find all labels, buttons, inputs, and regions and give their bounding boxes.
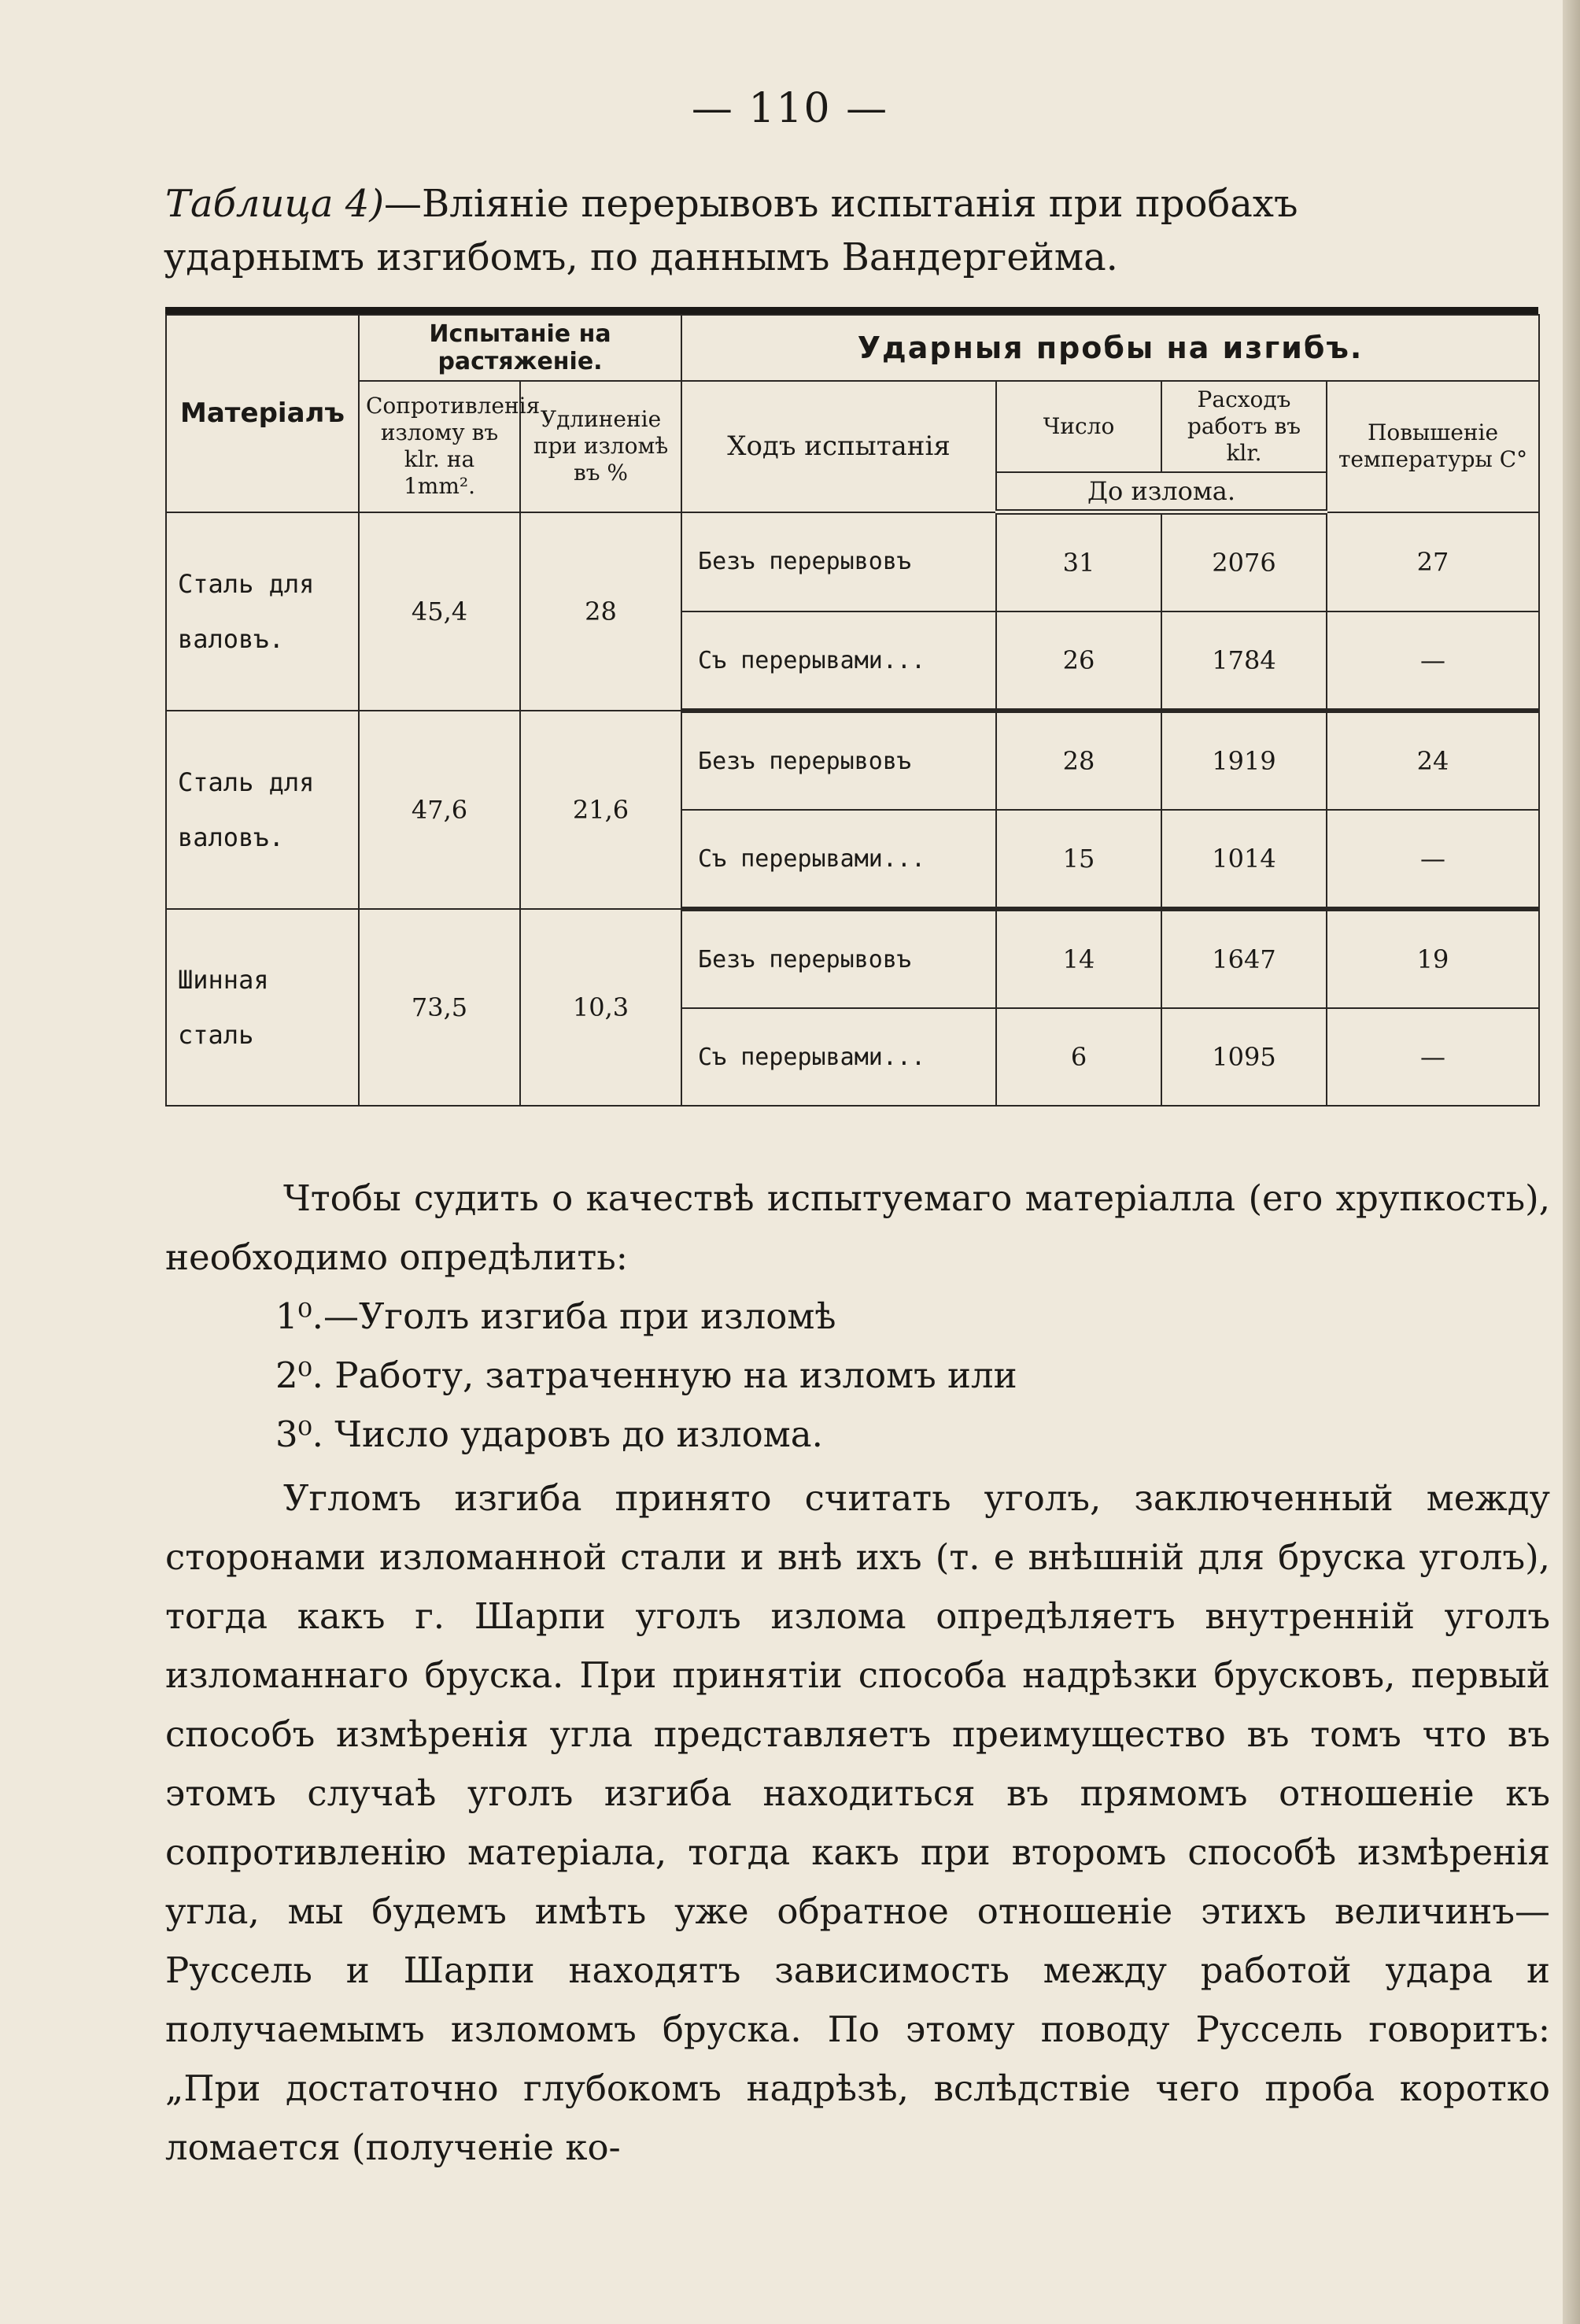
header-until-break: До излома. [996,472,1327,512]
table-row [166,512,1539,612]
temperature-cell: — [1327,1008,1539,1106]
temperature-cell: 19 [1327,909,1539,1008]
header-temperature: Повышеніе температуры C° [1327,381,1539,512]
header-tension-group: Испытаніе на растяженіе. [359,315,681,381]
temperature-cell: — [1327,810,1539,909]
table-caption [165,177,1534,284]
course-cell: Безъ перерывовъ [681,909,996,1008]
header-elongation: Удлиненіе при изломѣ въ % [520,381,681,512]
material-cell: Сталь для валовъ. [166,711,359,909]
work-cell: 1919 [1161,711,1327,810]
elongation-cell: 21,6 [520,711,681,909]
number-cell: 26 [996,611,1161,711]
header-number: Число [996,381,1161,472]
elongation-cell: 28 [520,512,681,711]
header-resistance: Сопротивленія излому въ klr. на 1mm². [359,381,520,512]
number-cell: 31 [996,512,1161,612]
page-edge [1563,0,1580,2324]
work-cell: 1784 [1161,611,1327,711]
header-course: Ходъ испытанія [681,381,996,512]
list-item-2: 2⁰. Работу, затраченную на изломъ или [275,1354,1017,1396]
table-row [166,711,1539,810]
header-work: Расходъ работъ въ klr. [1161,381,1327,472]
resistance-cell: 73,5 [359,909,520,1106]
temperature-cell: 24 [1327,711,1539,810]
data-table-wrapper [165,307,1538,1107]
header-impact-group: Ударныя пробы на изгибъ. [681,315,1539,381]
paragraph-main: Угломъ изгиба принято считать уголъ, заключенный между сторонами изломанной стали и внѣ ихъ (т. е внѣшній для бруска уголъ), тогда какъ г. Шарпи уголъ излома опредѣляетъ внутренній уголъ изломаннаго бруска. При принятіи способа надрѣзки брусковъ, первый способъ измѣренія угла представляетъ преимущество въ томъ что въ этомъ случаѣ уголъ изгиба находиться въ прямомъ отношеніе къ сопротивленію матеріала, тогда какъ при второмъ способѣ измѣренія угла, мы будемъ имѣть уже обратное отношеніе этихъ величинъ—Руссель и Шарпи находятъ зависимость между работой удара и получаемымъ изломомъ бруска. По этому поводу Руссель говоритъ: „При достаточно глубокомъ надрѣзѣ, вслѣдствіе чего проба коротко ломается (полученіе ко- [165,1477,1550,2168]
data-table [165,314,1540,1107]
work-cell: 2076 [1161,512,1327,612]
course-cell: Съ перерывами... [681,810,996,909]
body-text [165,1169,1550,2177]
caption-text-line2: ударнымъ изгибомъ, по даннымъ Вандергейма. [164,235,1118,279]
paragraph-intro: Чтобы судить о качествѣ испытуемаго матеріалла (его хрупкость), необходимо опредѣлить: [165,1177,1550,1278]
material-cell: Шинная сталь [166,909,359,1106]
resistance-cell: 45,4 [359,512,520,711]
temperature-cell: 27 [1327,512,1539,612]
resistance-cell: 47,6 [359,711,520,909]
number-cell: 28 [996,711,1161,810]
list-item-3: 3⁰. Число ударовъ до излома. [275,1413,823,1455]
number-cell: 14 [996,909,1161,1008]
work-cell: 1014 [1161,810,1327,909]
header-material: Матеріалъ [166,315,359,512]
list-item-1: 1⁰.—Уголъ изгиба при изломѣ [275,1295,836,1337]
page-number: — 110 — [691,85,889,132]
temperature-cell: — [1327,611,1539,711]
table-row [166,909,1539,1008]
work-cell: 1647 [1161,909,1327,1008]
course-cell: Безъ перерывовъ [681,711,996,810]
number-cell: 15 [996,810,1161,909]
course-cell: Съ перерывами... [681,1008,996,1106]
elongation-cell: 10,3 [520,909,681,1106]
caption-label: Таблица 4) [165,182,385,226]
caption-text-line1: —Вліяніе перерывовъ испытанія при пробахъ [384,182,1298,226]
course-cell: Безъ перерывовъ [681,512,996,612]
material-cell: Сталь для валовъ. [166,512,359,711]
work-cell: 1095 [1161,1008,1327,1106]
course-cell: Съ перерывами... [681,611,996,711]
number-cell: 6 [996,1008,1161,1106]
